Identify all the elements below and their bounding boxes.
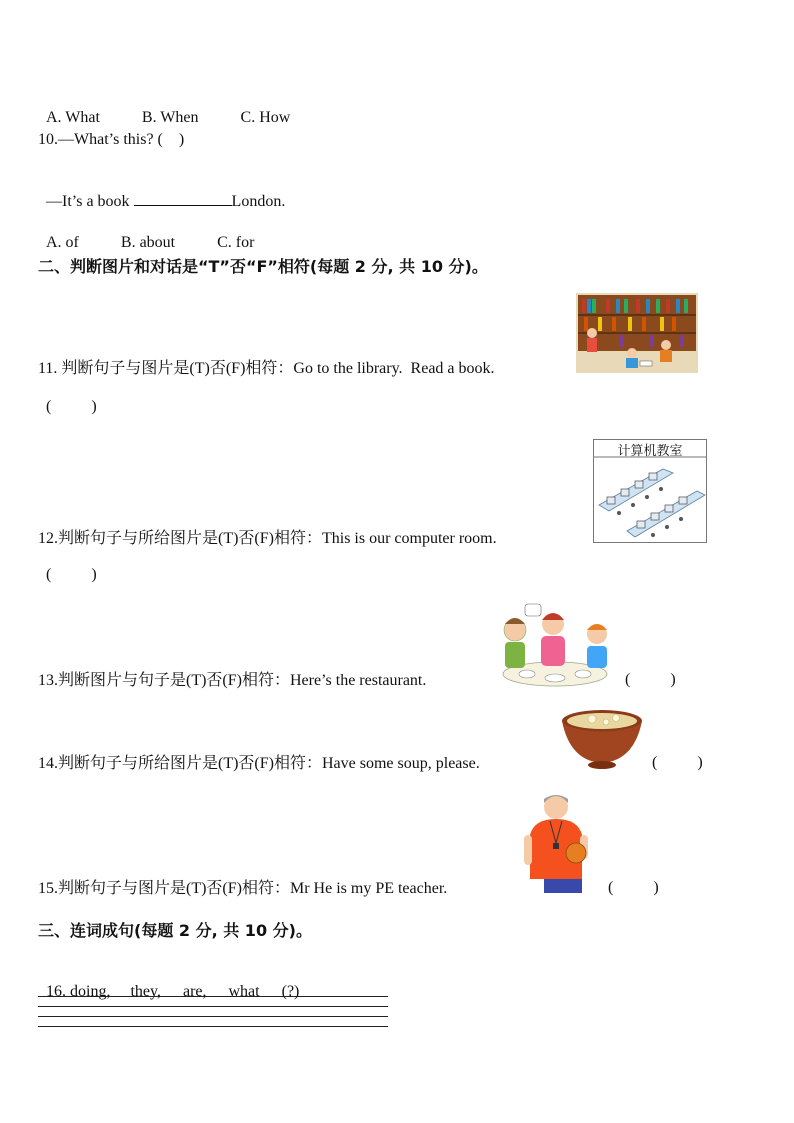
q16-word-3: are, xyxy=(182,983,207,1000)
q9-option-b: B. When xyxy=(141,109,199,126)
q13-text: 13.判断图片与句子是(T)否(F)相符：Here’s the restaurant. xyxy=(38,672,427,689)
computer-room-image xyxy=(593,439,707,548)
q15-answer-box[interactable]: ( ) xyxy=(608,879,659,896)
q16-word-4: what xyxy=(228,983,260,1000)
q10-answer-prefix: —It’s a book xyxy=(46,193,130,210)
q10-blank[interactable] xyxy=(134,191,232,206)
section-3-title: 三、连词成句(每题 2 分, 共 10 分)。 xyxy=(38,921,312,940)
writing-line-2[interactable] xyxy=(38,1006,388,1007)
writing-line-3[interactable] xyxy=(38,1016,388,1017)
q16-word-5: (?) xyxy=(281,983,300,1000)
q16-word-1: 16. doing, xyxy=(46,983,111,1000)
soup-bowl-image xyxy=(560,707,644,776)
q16-word-2: they, xyxy=(130,983,161,1000)
q13-answer-box[interactable]: ( ) xyxy=(625,671,676,688)
q10-option-c: C. for xyxy=(217,234,255,251)
pe-teacher-image xyxy=(520,791,600,900)
q12-answer-box[interactable]: ( ) xyxy=(46,566,97,583)
q10-option-a: A. of xyxy=(46,234,79,251)
computer-room-caption: 计算机教室 xyxy=(617,444,683,459)
q10-options xyxy=(38,213,254,253)
q14-answer-box[interactable]: ( ) xyxy=(652,754,703,771)
q9-option-c: C. How xyxy=(240,109,291,126)
q10-answer xyxy=(38,171,285,212)
restaurant-image xyxy=(497,602,617,693)
writing-line-1[interactable] xyxy=(38,996,388,997)
q10-option-b: B. about xyxy=(120,234,176,251)
section-2-title: 二、判断图片和对话是“T”否“F”相符(每题 2 分, 共 10 分)。 xyxy=(38,257,488,276)
q12-text: 12.判断句子与所给图片是(T)否(F)相符：This is our computer room. xyxy=(38,530,497,547)
q15-text: 15.判断句子与图片是(T)否(F)相符：Mr He is my PE teacher. xyxy=(38,880,448,897)
writing-line-4[interactable] xyxy=(38,1026,388,1027)
q10-question: 10.—What’s this? ( ) xyxy=(38,131,185,148)
library-image xyxy=(576,293,698,378)
q9-options xyxy=(38,88,290,128)
q10-answer-suffix: London. xyxy=(231,193,286,210)
q14-text: 14.判断句子与所给图片是(T)否(F)相符：Have some soup, please. xyxy=(38,755,480,772)
q11-answer-box[interactable]: ( ) xyxy=(46,398,97,415)
q11-text: 11. 判断句子与图片是(T)否(F)相符：Go to the library. Read a book. xyxy=(38,360,495,377)
q9-option-a: A. What xyxy=(46,109,100,126)
